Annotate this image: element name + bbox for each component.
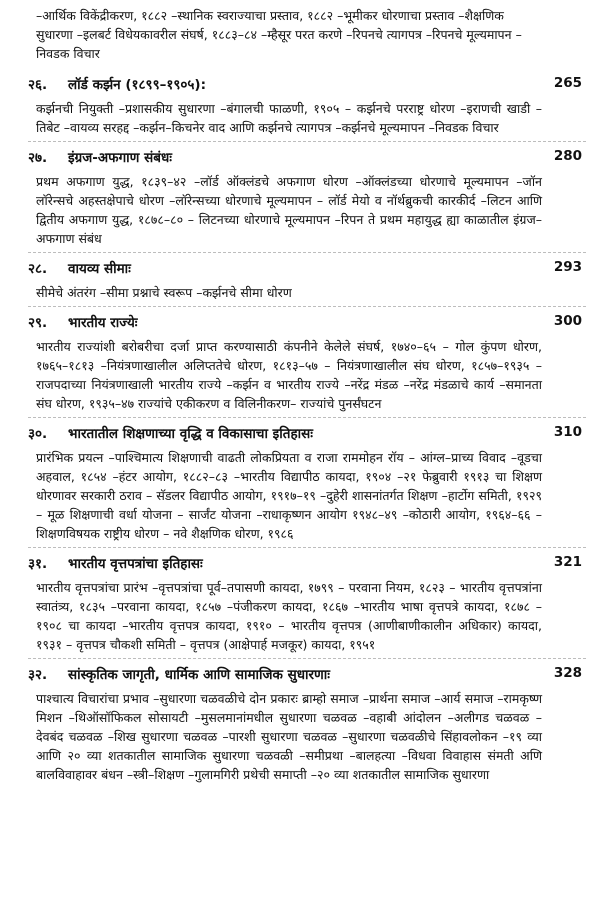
chapter-number: २६. [28, 77, 48, 93]
chapter-number: २७. [28, 150, 48, 166]
chapter-heading [28, 658, 586, 689]
chapter-entry [28, 547, 586, 654]
chapter-page-number: 328 [553, 665, 582, 681]
chapter-entry [28, 417, 586, 543]
chapter-title: लॉर्ड कर्झन (१८९९–१९०५): [68, 77, 206, 93]
chapter-page-number: 280 [553, 148, 582, 164]
chapter-heading [28, 252, 586, 283]
chapter-number: २९. [28, 315, 48, 331]
chapter-page-number: 293 [553, 259, 582, 275]
chapter-summary: प्रारंभिक प्रयत्न –पाश्चिमात्य शिक्षणाची वाढती लोकप्रियता व राजा राममोहन रॉय – आंग्ल–प्राच्य विवाद –वूडचा अहवाल, १८५४ –हंटर आयोग, १८८२–८३ –भारतीय विद्यापीठ कायदा, १९०४ –२१ फेब्रुवारी १९१३ चा शिक्षण धोरणावर सरकारी ठराव – सॅडलर विद्यापीठ आयोग, १९१७–१९ –दुहेरी शासनांतर्गत शिक्षण –हार्टोग समिती, १९२९ – मूळ शिक्षणाची वर्धा योजना – सार्जंट योजना –राधाकृष्णन आयोग १९४८–४९ –कोठारी आयोग, १९६४–६६ –शिक्षणविषयक राष्ट्रीय धोरण – नवे शैक्षणिक धोरण, १९८६ [36, 450, 542, 541]
chapter-heading [28, 417, 586, 448]
chapter-page-number: 321 [553, 554, 582, 570]
chapter-heading [28, 547, 586, 578]
chapter-heading [28, 306, 586, 337]
chapter-title: भारतातील शिक्षणाच्या वृद्धि व विकासाचा इतिहासः [68, 426, 314, 442]
chapter-heading [28, 69, 586, 99]
chapter-entry [28, 69, 586, 137]
chapter-entry [28, 141, 586, 248]
chapter-summary: प्रथम अफगाण युद्ध, १८३९–४२ –लॉर्ड ऑक्लंडचे अफगाण धोरण –ऑक्लंडच्या धोरणाचे मूल्यमापन –जॉन लॉरेन्सचे अहस्तक्षेपाचे धोरण –लॉरेन्सच्या धोरणाचे मूल्यमापन – लॉर्ड मेयो व नॉर्थब्रुकची कारकीर्द –लिटन आणि द्वितीय अफगाण युद्ध, १८७८–८० – लिटनच्या धोरणाचे मूल्यमापन –रिपन ते प्रथम महायुद्ध ह्या काळातील इंग्रज–अफगाण संबंध [36, 174, 542, 246]
chapter-summary: पाश्चात्य विचारांचा प्रभाव –सुधारणा चळवळीचे दोन प्रकारः ब्राम्हो समाज –प्रार्थना समाज –आर्य समाज –रामकृष्ण मिशन –थिऑसॉफिकल सोसायटी –मुसलमानांमधील सुधारणा चळवळ –वहाबी आंदोलन –अलीगड चळवळ –देवबंद चळवळ –शिख सुधारणा चळवळ –पारशी सुधारणा चळवळ –सुधारणा चळवळीचे सिंहावलोकन –१९ व्या आणि २० व्या शतकातील सामाजिक सुधारणा चळवळी –समीप्रथा –बालहत्या –विधवा विवाहास संमती अणि बालविवाहावर बंधन –स्त्री–शिक्षण –गुलामगिरी प्रथेची समाप्ती –२० व्या शतकातील सामाजिक सुधारणा [36, 691, 542, 782]
intro-continuation: –आर्थिक विकेंद्रीकरण, १८८२ –स्थानिक स्वराज्याचा प्रस्ताव, १८८२ –भूमीकर धोरणाचा प्रस्ताव –शैक्षणिक सुधारणा –इलबर्ट विधेयकावरील संघर्ष, १८८३–८४ –म्हैसूर परत करणे –रिपनचे त्यागपत्र –रिपनचे मूल्यमापन –निवडक विचार [36, 8, 522, 61]
chapter-summary: कर्झनची नियुक्ती –प्रशासकीय सुधारणा –बंगालची फाळणी, १९०५ – कर्झनचे परराष्ट्र धोरण –इराणची खाडी –तिबेट –वायव्य सरहद्द –कर्झन–किचनेर वाद आणि कर्झनचे त्यागपत्र –कर्झनचे मूल्यमापन –निवडक विचार [36, 101, 542, 135]
chapter-page-number: 265 [553, 75, 582, 91]
chapter-entry [28, 306, 586, 413]
chapter-summary: भारतीय वृत्तपत्रांचा प्रारंभ –वृत्तपत्रांचा पूर्व–तपासणी कायदा, १७९९ – परवाना नियम, १८२३ – भारतीय वृत्तपत्रांना स्वातंत्र्य, १८३५ –परवाना कायदा, १८५७ –पंजीकरण कायदा, १८६७ –भारतीय भाषा वृत्तपत्रे कायदा, १८७८ –१९०८ चा कायदा –भारतीय वृत्तपत्र कायदा, १९१० – भारतीय वृत्तपत्र (आणीबाणीकालीन अधिकार) कायदा, १९३१ – वृत्तपत्र चौकशी समिती – वृत्तपत्र (आक्षेपार्ह मजकूर) कायदा, १९५१ [36, 580, 542, 652]
chapter-number: २८. [28, 261, 48, 277]
chapter-title: भारतीय राज्येः [68, 315, 138, 331]
chapter-entry [28, 252, 586, 302]
chapter-summary: भारतीय राज्यांशी बरोबरीचा दर्जा प्राप्त करण्यासाठी कंपनीने केलेले संघर्ष, १७४०–६५ – गोल कुंपण धोरण, १७६५–१८१३ –नियंत्रणाखालील अलिप्ततेचे धोरण, १८१३–५७ – नियंत्रणाखालील संघ धोरण, १८५७–१९३५ –राजपदाच्या नियंत्रणाखाली भारतीय राज्ये –कर्झन व भारतीय राज्ये –नरेंद्र मंडळ –नरेंद्र मंडळाचे कार्य –समानता संघ धोरण, १९३५–४७ राज्यांचे एकीकरण व विलिनीकरण– राज्यांचे पुनर्संघटन [36, 339, 542, 411]
chapter-number: ३२. [28, 667, 48, 683]
chapter-number: ३०. [28, 426, 48, 442]
chapter-title: सांस्कृतिक जागृती, धार्मिक आणि सामाजिक सुधारणाः [68, 667, 331, 683]
chapter-summary: सीमेचे अंतरंग –सीमा प्रश्नाचे स्वरूप –कर्झनचे सीमा धोरण [36, 285, 292, 300]
chapter-title: वायव्य सीमाः [68, 261, 131, 277]
chapter-title: भारतीय वृत्तपत्रांचा इतिहासः [68, 556, 203, 572]
chapter-number: ३१. [28, 556, 48, 572]
chapter-page-number: 310 [553, 424, 582, 440]
chapter-page-number: 300 [553, 313, 582, 329]
chapter-entry [28, 658, 586, 784]
chapter-list [28, 69, 586, 784]
chapter-title: इंग्रज-अफगाण संबंधः [68, 150, 173, 166]
chapter-heading [28, 141, 586, 172]
